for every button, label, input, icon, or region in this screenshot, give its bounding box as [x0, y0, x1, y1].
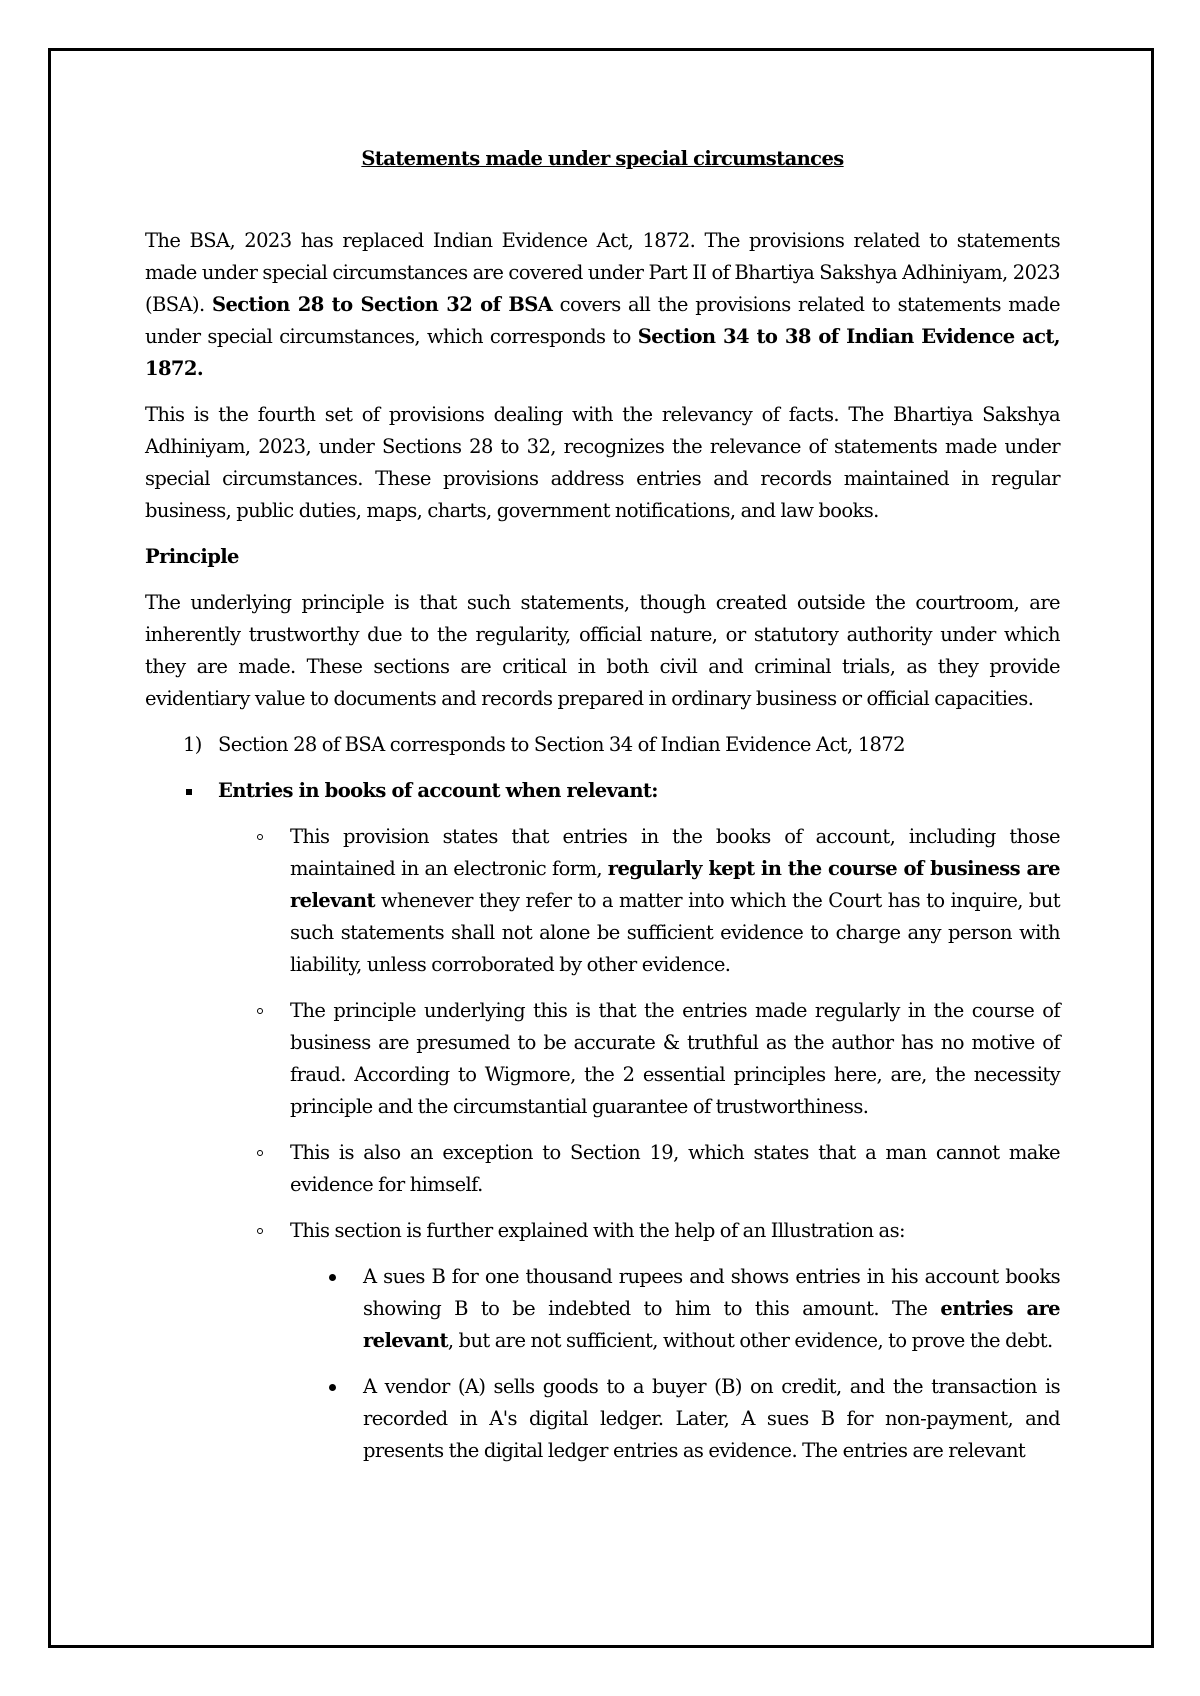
circle-bullet-icon	[257, 1008, 263, 1014]
sub-item-1-text-b: whenever they refer to a matter into which the Court has to inquire, but such statements shall not alone be sufficient evidence to charge any person with liability, unless corroborated by other evidence.	[290, 889, 1060, 976]
illustration-1-text-a: A sues B for one thousand rupees and shows entries in his account books showing B to be indebted to him to this amount. The	[363, 1265, 1060, 1320]
dot-bullet-icon	[329, 1384, 336, 1391]
illustration-1-text-b: , but are not sufficient, without other evidence, to prove the debt.	[447, 1329, 1053, 1352]
sub-item-2-text: The principle underlying this is that the entries made regularly in the course of business are presumed to be accurate & truthful as the author has no motive of fraud. According to Wigmore, the 2 essential principles here, are, the necessity principle and the circumstantial guarantee of trustworthiness.	[290, 999, 1060, 1118]
principle-paragraph: The underlying principle is that such statements, though created outside the courtroom, are inherently trustworthy due to the regularity, official nature, or statutory authority under which they are made. These sections are critical in both civil and criminal trials, as they provide evidentiary value to documents and records prepared in ordinary business or official capacities.	[145, 591, 1060, 710]
dot-bullet-icon	[329, 1274, 336, 1281]
sub-item-4	[145, 1215, 1060, 1247]
sub-item-1-text-a: This provision states that entries in the books of account, including those maintained in an electronic form,	[290, 825, 1060, 880]
sub-item-4-text: This section is further explained with the help of an Illustration as:	[290, 1219, 905, 1242]
entries-heading: Entries in books of account when relevant:	[218, 779, 658, 802]
intro-bold-1: Section 28 to Section 32 of BSA	[212, 293, 553, 316]
square-bullet-icon	[186, 789, 192, 795]
illustration-2-text: A vendor (A) sells goods to a buyer (B) on credit, and the transaction is recorded in A's digital ledger. Later, A sues B for non-payment, and presents the digital ledger entries as evidence. The entries are relevant	[363, 1375, 1060, 1462]
circle-bullet-icon	[257, 1150, 263, 1156]
sub-item-1	[145, 821, 1060, 981]
list-number: 1)	[183, 733, 202, 756]
illustration-item-2	[145, 1371, 1060, 1467]
intro-paragraph	[145, 225, 1060, 385]
numbered-item-text: Section 28 of BSA corresponds to Section 34 of Indian Evidence Act, 1872	[218, 733, 905, 756]
circle-bullet-icon	[257, 834, 263, 840]
sub-item-3-text: This is also an exception to Section 19, which states that a man cannot make evidence for himself.	[290, 1141, 1060, 1196]
sub-item-2	[145, 995, 1060, 1123]
numbered-item-1	[145, 729, 1060, 761]
circle-bullet-icon	[257, 1228, 263, 1234]
illustration-1-bold: entries are relevant	[363, 1297, 1060, 1352]
illustration-item-1	[145, 1261, 1060, 1357]
document-title: Statements made under special circumstances	[361, 147, 844, 170]
intro-text-1: The BSA, 2023 has replaced Indian Evidence Act, 1872. The provisions related to statements made under special circumstances are covered under Part II of Bhartiya Sakshya Adhiniyam, 2023 (BSA).	[145, 229, 1060, 316]
relevancy-paragraph: This is the fourth set of provisions dealing with the relevancy of facts. The Bhartiya Sakshya Adhiniyam, 2023, under Sections 28 to 32, recognizes the relevance of statements made under special circumstances. These provisions address entries and records maintained in regular business, public duties, maps, charts, government notifications, and law books.	[145, 403, 1060, 522]
sub-item-1-bold: regularly kept in the course of business are relevant	[290, 857, 1060, 912]
intro-bold-2: Section 34 to 38 of Indian Evidence act, 1872.	[145, 325, 1060, 380]
principle-heading: Principle	[145, 545, 239, 568]
sub-item-3	[145, 1137, 1060, 1201]
intro-text-2: covers all the provisions related to statements made under special circumstances, which corresponds to	[145, 293, 1060, 348]
document-body	[145, 143, 1060, 1481]
entries-heading-item	[145, 775, 1060, 807]
